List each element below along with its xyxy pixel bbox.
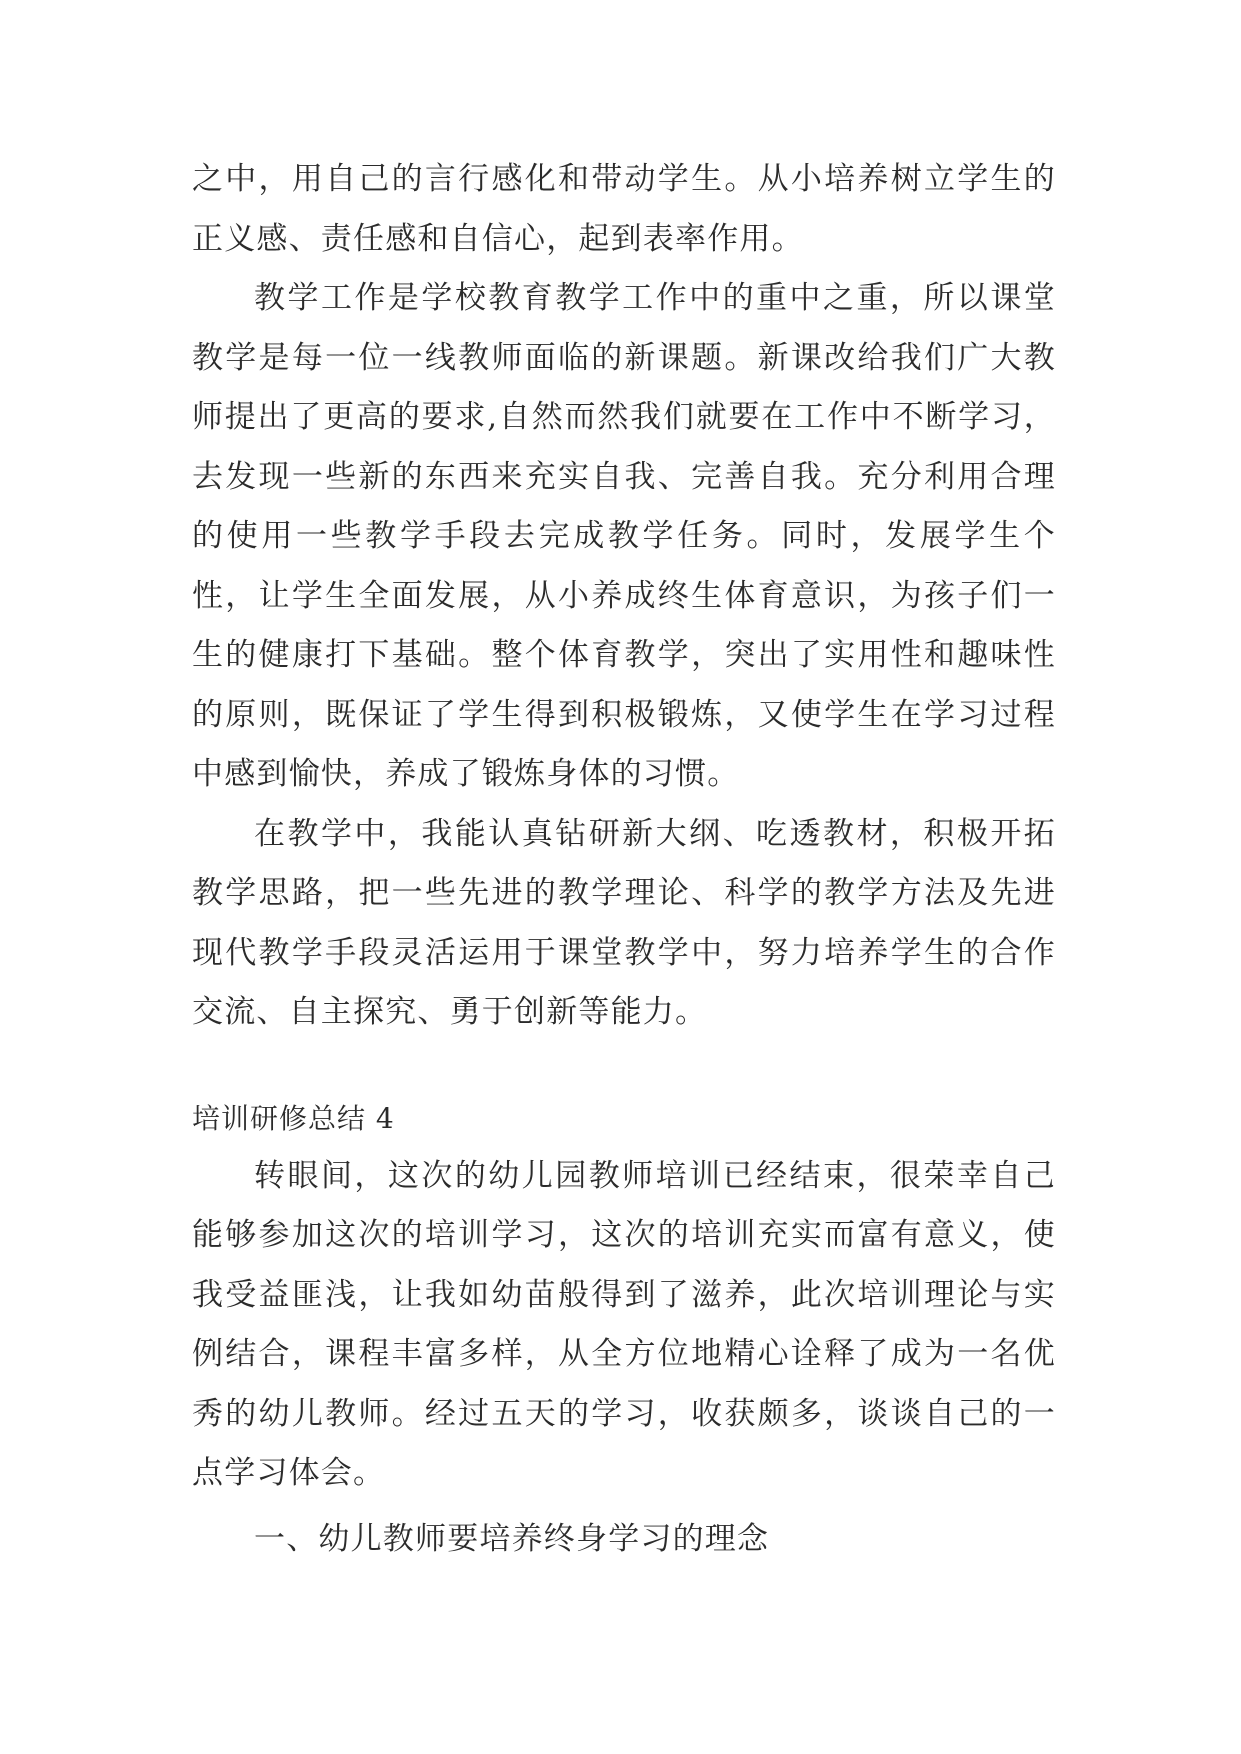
- paragraph-kindergarten-training: 转眼间，这次的幼儿园教师培训已经结束，很荣幸自己能够参加这次的培训学习，这次的培训充实而富有意义，使我受益匪浅，让我如幼苗般得到了滋养，此次培训理论与实例结合，课程丰富多样，从全方位地精心诠释了成为一名优秀的幼儿教师。经过五天的学习，收获颇多，谈谈自己的一点学习体会。: [192, 1157, 1056, 1491]
- document-page: [192, 150, 1056, 1569]
- paragraph-in-teaching: 在教学中，我能认真钻研新大纲、吃透教材，积极开拓教学思路，把一些先进的教学理论、科学的教学方法及先进现代教学手段灵活运用于课堂教学中，努力培养学生的合作交流、自主探究、勇于创新等能力。: [192, 815, 1056, 1030]
- paragraph-teaching-work: 教学工作是学校教育教学工作中的重中之重，所以课堂教学是每一位一线教师面临的新课题。新课改给我们广大教师提出了更高的要求,自然而然我们就要在工作中不断学习，去发现一些新的东西来充实自我、完善自我。充分利用合理的使用一些教学手段去完成教学任务。同时，发展学生个性，让学生全面发展，从小养成终生体育意识，为孩子们一生的健康打下基础。整个体育教学，突出了实用性和趣味性的原则，既保证了学生得到积极锻炼，又使学生在学习过程中感到愉快，养成了锻炼身体的习惯。: [192, 280, 1056, 792]
- section-heading: 培训研修总结 4: [192, 1101, 395, 1135]
- paragraph-continuation: 之中，用自己的言行感化和带动学生。从小培养树立学生的正义感、责任感和自信心，起到表率作用。: [192, 161, 1056, 257]
- subheading-lifelong-learning: 一、幼儿教师要培养终身学习的理念: [254, 1520, 770, 1557]
